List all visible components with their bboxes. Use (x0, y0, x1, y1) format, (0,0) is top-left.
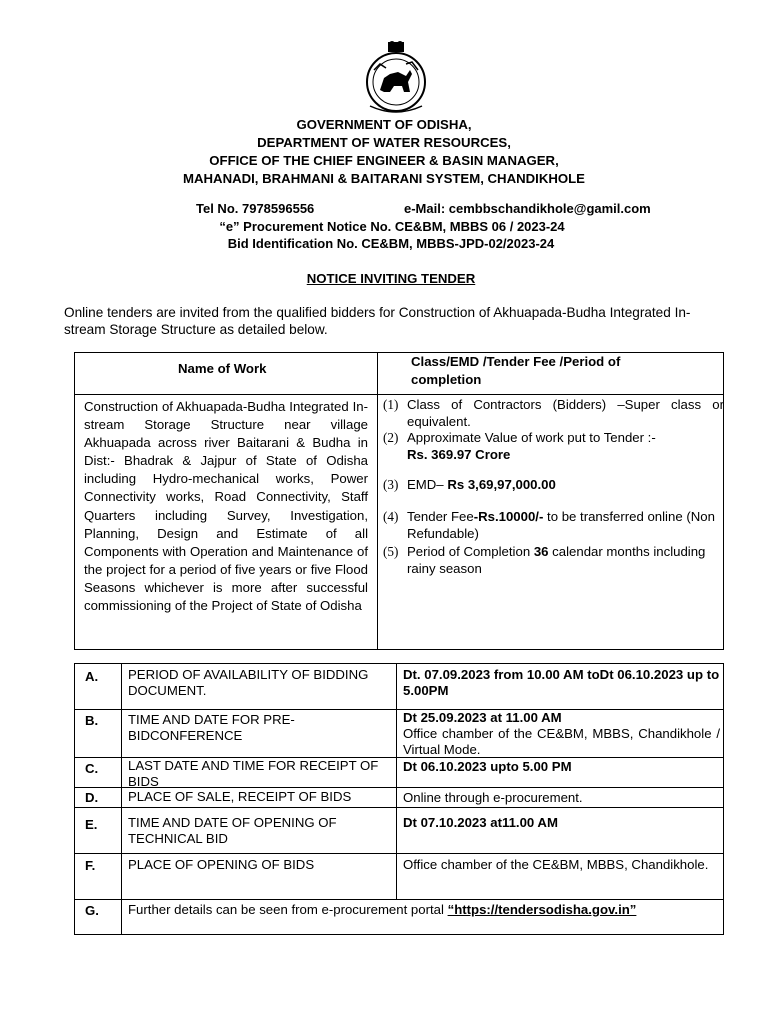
schedule-table (74, 663, 724, 935)
class-emd-header: Class/EMD /Tender Fee /Period of completion (411, 354, 621, 387)
work-description: Construction of Akhuapada-Budha Integrated In-stream Storage Structure near village Akhuapada across river Baitarani & Budha in Dist:- Bhadrak & Jajpur of State of Odisha including Hydro-mechanical works, Power Connectivity works, Road Connectivity, Staff Quarters including Survey, Investigation, Planning, Design and Estimate of all Components with Operation and Maintenance of the project for a period of five years or five Flood Seasons whichever is more after successful commissioning of the Project of State of Odisha (84, 399, 368, 614)
further-details-text: Further details can be seen from e-procurement portal (128, 902, 444, 917)
schedule-note: Office chamber of the CE&BM, MBBS, Chandikhole / Virtual Mode. (403, 725, 720, 757)
schedule-value: Dt 25.09.2023 at 11.00 AM (403, 710, 562, 725)
work-table (74, 352, 724, 650)
condition-label: EMD– (407, 477, 444, 492)
schedule-value: Dt. 07.09.2023 from 10.00 AM toDt 06.10.2023 up to 5.00PM (403, 667, 720, 698)
schedule-item: PLACE OF OPENING OF BIDS (128, 857, 315, 872)
schedule-label: C. (85, 761, 99, 776)
notice-title: NOTICE INVITING TENDER (306, 271, 476, 286)
schedule-value: Online through e-procurement. (403, 790, 583, 805)
schedule-label: A. (85, 669, 99, 684)
further-details (128, 902, 718, 918)
schedule-item: TIME AND DATE OF OPENING OF TECHNICAL BID (128, 815, 337, 846)
condition-label: Tender Fee (407, 509, 474, 524)
condition-value: Rs. 369.97 Crore (407, 446, 511, 462)
emblem (350, 40, 442, 116)
schedule-label: F. (85, 858, 96, 873)
condition-text (407, 477, 724, 494)
condition-value: -Rs.10000/- (473, 509, 544, 524)
name-of-work-header: Name of Work (178, 361, 267, 376)
condition-number: (4) (383, 509, 399, 524)
condition-suffix: to be transferred online (Non Refundable) (407, 509, 715, 541)
odisha-state-emblem-icon (350, 40, 442, 116)
condition-value: Rs 3,69,97,000.00 (447, 477, 556, 492)
condition-text (407, 544, 724, 577)
schedule-value-group (403, 710, 720, 757)
condition-number: (1) (383, 397, 399, 412)
org-line: OFFICE OF THE CHIEF ENGINEER & BASIN MANAGER, (209, 153, 559, 168)
schedule-label: D. (85, 790, 99, 805)
org-line: MAHANADI, BRAHMANI & BAITARANI SYSTEM, CHANDIKHOLE (183, 171, 585, 186)
condition-text: Class of Contractors (Bidders) –Super class or equivalent. (407, 397, 724, 429)
procurement-notice-number: “e” Procurement Notice No. CE&BM, MBBS 06 / 2023-24 (219, 219, 565, 234)
condition-label: Period of Completion (407, 544, 531, 559)
condition-value: 36 (533, 544, 549, 559)
schedule-label: E. (85, 817, 98, 832)
schedule-value: Dt 06.10.2023 upto 5.00 PM (403, 759, 572, 774)
org-heading (84, 116, 684, 188)
schedule-label: B. (85, 713, 99, 728)
schedule-item: LAST DATE AND TIME FOR RECEIPT OF BIDS (128, 758, 379, 789)
condition-number: (2) (383, 430, 399, 445)
schedule-item: PERIOD OF AVAILABILITY OF BIDDING DOCUMENT. (128, 667, 369, 698)
schedule-item: PLACE OF SALE, RECEIPT OF BIDS (128, 789, 352, 804)
org-line: DEPARTMENT OF WATER RESOURCES, (257, 135, 511, 150)
schedule-value: Dt 07.10.2023 at11.00 AM (403, 815, 558, 830)
condition-suffix: calendar months including rainy season (407, 544, 706, 576)
condition-text (407, 509, 724, 542)
schedule-value: Office chamber of the CE&BM, MBBS, Chandikhole. (403, 857, 709, 872)
tel-number: Tel No. 7978596556 (196, 201, 315, 216)
bid-identification-number: Bid Identification No. CE&BM, MBBS-JPD-02/2023-24 (227, 236, 555, 251)
email-address: e-Mail: cembbschandikhole@gamil.com (404, 201, 651, 216)
condition-text (407, 430, 724, 463)
condition-number: (5) (383, 544, 399, 559)
condition-number: (3) (383, 477, 399, 492)
schedule-item: TIME AND DATE FOR PRE-BIDCONFERENCE (128, 712, 295, 743)
org-line: GOVERNMENT OF ODISHA, (296, 117, 472, 132)
schedule-label: G. (85, 903, 99, 918)
portal-link[interactable]: “https://tendersodisha.gov.in” (447, 902, 637, 917)
intro-paragraph: Online tenders are invited from the qualified bidders for Construction of Akhuapada-Budha Integrated In-stream Storage Structure as detailed below. (64, 305, 691, 337)
condition-label: Approximate Value of work put to Tender :- (407, 430, 656, 445)
